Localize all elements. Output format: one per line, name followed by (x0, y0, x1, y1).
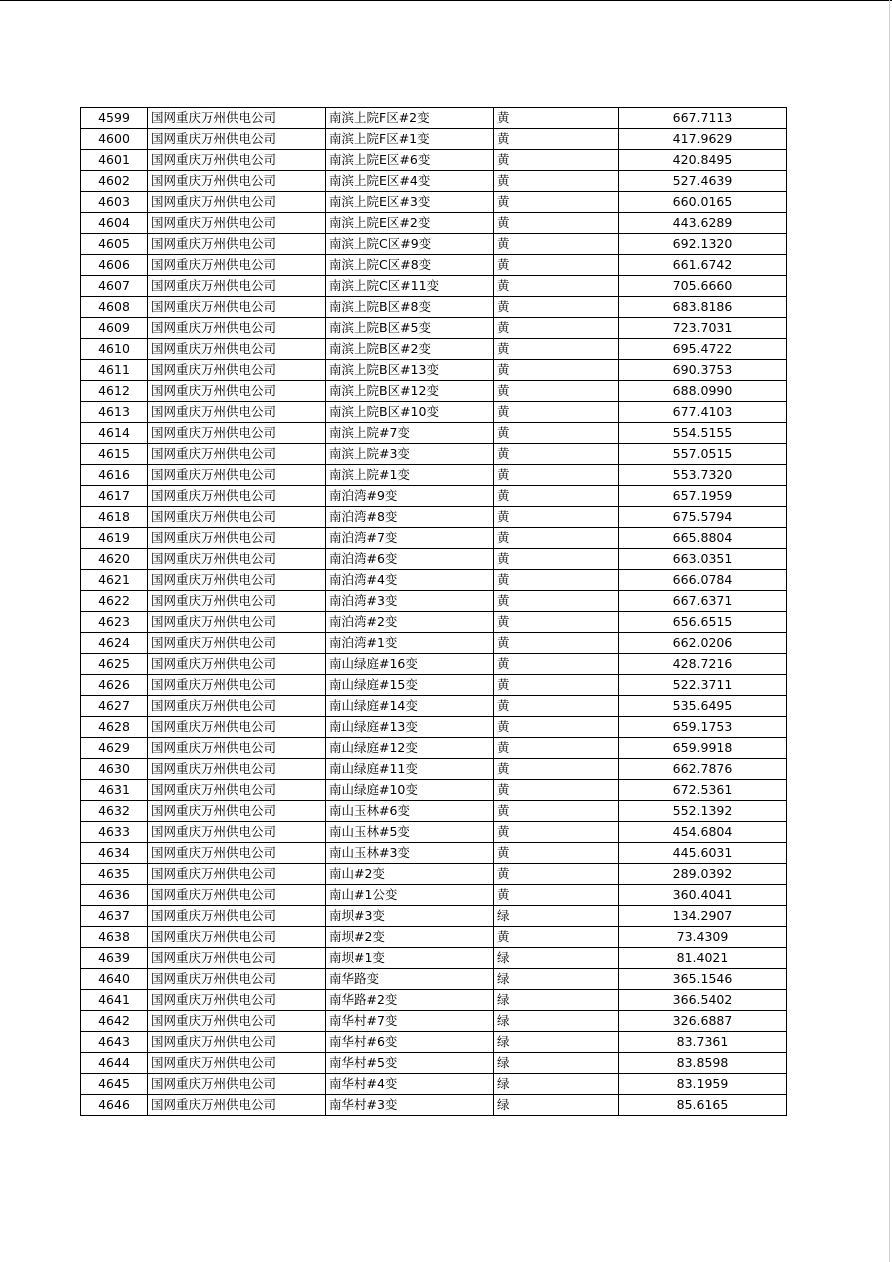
level-cell: 黄 (494, 717, 619, 738)
company-cell: 国网重庆万州供电公司 (148, 906, 326, 927)
level-cell: 黄 (494, 444, 619, 465)
row-id-cell: 4645 (81, 1074, 148, 1095)
row-id-cell: 4620 (81, 549, 148, 570)
value-cell: 365.1546 (619, 969, 787, 990)
table-row (81, 171, 787, 192)
level-cell: 黄 (494, 927, 619, 948)
table-row (81, 1074, 787, 1095)
station-cell: 南华村#6变 (326, 1032, 494, 1053)
table-row (81, 213, 787, 234)
level-cell: 黄 (494, 528, 619, 549)
value-cell: 73.4309 (619, 927, 787, 948)
company-cell: 国网重庆万州供电公司 (148, 822, 326, 843)
station-cell: 南坝#1变 (326, 948, 494, 969)
station-cell: 南滨上院#3变 (326, 444, 494, 465)
station-cell: 南滨上院B区#10变 (326, 402, 494, 423)
table-row (81, 150, 787, 171)
value-cell: 688.0990 (619, 381, 787, 402)
level-cell: 黄 (494, 297, 619, 318)
value-cell: 553.7320 (619, 465, 787, 486)
value-cell: 659.9918 (619, 738, 787, 759)
level-cell: 黄 (494, 213, 619, 234)
company-cell: 国网重庆万州供电公司 (148, 108, 326, 129)
row-id-cell: 4625 (81, 654, 148, 675)
company-cell: 国网重庆万州供电公司 (148, 528, 326, 549)
company-cell: 国网重庆万州供电公司 (148, 234, 326, 255)
level-cell: 绿 (494, 1032, 619, 1053)
company-cell: 国网重庆万州供电公司 (148, 1095, 326, 1116)
level-cell: 黄 (494, 864, 619, 885)
station-cell: 南坝#3变 (326, 906, 494, 927)
value-cell: 665.8804 (619, 528, 787, 549)
company-cell: 国网重庆万州供电公司 (148, 423, 326, 444)
row-id-cell: 4608 (81, 297, 148, 318)
value-cell: 326.6887 (619, 1011, 787, 1032)
level-cell: 黄 (494, 171, 619, 192)
table-row (81, 423, 787, 444)
station-cell: 南泊湾#3变 (326, 591, 494, 612)
level-cell: 黄 (494, 549, 619, 570)
level-cell: 黄 (494, 129, 619, 150)
station-cell: 南山绿庭#11变 (326, 759, 494, 780)
level-cell: 绿 (494, 906, 619, 927)
station-cell: 南滨上院B区#5变 (326, 318, 494, 339)
value-cell: 360.4041 (619, 885, 787, 906)
value-cell: 445.6031 (619, 843, 787, 864)
company-cell: 国网重庆万州供电公司 (148, 570, 326, 591)
company-cell: 国网重庆万州供电公司 (148, 360, 326, 381)
row-id-cell: 4621 (81, 570, 148, 591)
table-row (81, 927, 787, 948)
table-row (81, 822, 787, 843)
station-cell: 南滨上院E区#6变 (326, 150, 494, 171)
value-cell: 366.5402 (619, 990, 787, 1011)
station-cell: 南泊湾#6变 (326, 549, 494, 570)
station-cell: 南山#1公变 (326, 885, 494, 906)
row-id-cell: 4605 (81, 234, 148, 255)
company-cell: 国网重庆万州供电公司 (148, 885, 326, 906)
table-row (81, 738, 787, 759)
value-cell: 661.6742 (619, 255, 787, 276)
row-id-cell: 4632 (81, 801, 148, 822)
station-cell: 南滨上院B区#13变 (326, 360, 494, 381)
value-cell: 723.7031 (619, 318, 787, 339)
company-cell: 国网重庆万州供电公司 (148, 465, 326, 486)
level-cell: 黄 (494, 738, 619, 759)
table-row (81, 276, 787, 297)
value-cell: 690.3753 (619, 360, 787, 381)
table-row (81, 948, 787, 969)
company-cell: 国网重庆万州供电公司 (148, 129, 326, 150)
value-cell: 522.3711 (619, 675, 787, 696)
station-cell: 南滨上院C区#11变 (326, 276, 494, 297)
table-row (81, 1011, 787, 1032)
value-cell: 83.1959 (619, 1074, 787, 1095)
row-id-cell: 4630 (81, 759, 148, 780)
row-id-cell: 4615 (81, 444, 148, 465)
value-cell: 554.5155 (619, 423, 787, 444)
station-cell: 南泊湾#9变 (326, 486, 494, 507)
level-cell: 黄 (494, 465, 619, 486)
company-cell: 国网重庆万州供电公司 (148, 801, 326, 822)
company-cell: 国网重庆万州供电公司 (148, 213, 326, 234)
station-cell: 南滨上院F区#1变 (326, 129, 494, 150)
value-cell: 667.6371 (619, 591, 787, 612)
row-id-cell: 4639 (81, 948, 148, 969)
row-id-cell: 4634 (81, 843, 148, 864)
level-cell: 黄 (494, 192, 619, 213)
station-cell: 南山绿庭#10变 (326, 780, 494, 801)
table-row (81, 255, 787, 276)
page-top-rule (0, 0, 892, 1)
value-cell: 552.1392 (619, 801, 787, 822)
station-cell: 南华村#3变 (326, 1095, 494, 1116)
table-row (81, 780, 787, 801)
row-id-cell: 4629 (81, 738, 148, 759)
value-cell: 692.1320 (619, 234, 787, 255)
row-id-cell: 4611 (81, 360, 148, 381)
level-cell: 黄 (494, 843, 619, 864)
company-cell: 国网重庆万州供电公司 (148, 591, 326, 612)
value-cell: 657.1959 (619, 486, 787, 507)
row-id-cell: 4604 (81, 213, 148, 234)
level-cell: 黄 (494, 402, 619, 423)
table-row (81, 1095, 787, 1116)
company-cell: 国网重庆万州供电公司 (148, 654, 326, 675)
row-id-cell: 4612 (81, 381, 148, 402)
value-cell: 535.6495 (619, 696, 787, 717)
company-cell: 国网重庆万州供电公司 (148, 1074, 326, 1095)
value-cell: 662.7876 (619, 759, 787, 780)
value-cell: 527.4639 (619, 171, 787, 192)
company-cell: 国网重庆万州供电公司 (148, 717, 326, 738)
row-id-cell: 4626 (81, 675, 148, 696)
page-right-edge (889, 0, 890, 1262)
value-cell: 289.0392 (619, 864, 787, 885)
level-cell: 绿 (494, 1095, 619, 1116)
row-id-cell: 4646 (81, 1095, 148, 1116)
table-row (81, 486, 787, 507)
company-cell: 国网重庆万州供电公司 (148, 990, 326, 1011)
level-cell: 黄 (494, 675, 619, 696)
row-id-cell: 4603 (81, 192, 148, 213)
value-cell: 443.6289 (619, 213, 787, 234)
company-cell: 国网重庆万州供电公司 (148, 297, 326, 318)
row-id-cell: 4617 (81, 486, 148, 507)
row-id-cell: 4622 (81, 591, 148, 612)
row-id-cell: 4613 (81, 402, 148, 423)
level-cell: 黄 (494, 318, 619, 339)
row-id-cell: 4600 (81, 129, 148, 150)
table-row (81, 507, 787, 528)
row-id-cell: 4623 (81, 612, 148, 633)
value-cell: 659.1753 (619, 717, 787, 738)
station-cell: 南泊湾#4变 (326, 570, 494, 591)
row-id-cell: 4624 (81, 633, 148, 654)
station-cell: 南华路#2变 (326, 990, 494, 1011)
value-cell: 683.8186 (619, 297, 787, 318)
level-cell: 绿 (494, 1011, 619, 1032)
station-cell: 南华村#7变 (326, 1011, 494, 1032)
station-cell: 南山玉林#5变 (326, 822, 494, 843)
level-cell: 黄 (494, 822, 619, 843)
row-id-cell: 4609 (81, 318, 148, 339)
level-cell: 黄 (494, 108, 619, 129)
value-cell: 454.6804 (619, 822, 787, 843)
level-cell: 黄 (494, 339, 619, 360)
company-cell: 国网重庆万州供电公司 (148, 1011, 326, 1032)
level-cell: 黄 (494, 234, 619, 255)
station-cell: 南坝#2变 (326, 927, 494, 948)
value-cell: 672.5361 (619, 780, 787, 801)
level-cell: 黄 (494, 570, 619, 591)
row-id-cell: 4628 (81, 717, 148, 738)
level-cell: 黄 (494, 423, 619, 444)
level-cell: 绿 (494, 969, 619, 990)
table-body (81, 108, 787, 1116)
station-cell: 南山玉林#6变 (326, 801, 494, 822)
value-cell: 667.7113 (619, 108, 787, 129)
level-cell: 黄 (494, 591, 619, 612)
value-cell: 417.9629 (619, 129, 787, 150)
company-cell: 国网重庆万州供电公司 (148, 696, 326, 717)
station-cell: 南山玉林#3变 (326, 843, 494, 864)
station-cell: 南山绿庭#12变 (326, 738, 494, 759)
company-cell: 国网重庆万州供电公司 (148, 444, 326, 465)
table-row (81, 969, 787, 990)
level-cell: 绿 (494, 1074, 619, 1095)
station-cell: 南泊湾#7变 (326, 528, 494, 549)
row-id-cell: 4607 (81, 276, 148, 297)
row-id-cell: 4643 (81, 1032, 148, 1053)
table-row (81, 717, 787, 738)
level-cell: 绿 (494, 990, 619, 1011)
table-row (81, 1053, 787, 1074)
station-cell: 南滨上院E区#4变 (326, 171, 494, 192)
company-cell: 国网重庆万州供电公司 (148, 843, 326, 864)
company-cell: 国网重庆万州供电公司 (148, 1032, 326, 1053)
level-cell: 黄 (494, 801, 619, 822)
row-id-cell: 4610 (81, 339, 148, 360)
value-cell: 677.4103 (619, 402, 787, 423)
table-row (81, 843, 787, 864)
level-cell: 黄 (494, 633, 619, 654)
table-row (81, 759, 787, 780)
station-cell: 南山绿庭#14变 (326, 696, 494, 717)
level-cell: 黄 (494, 696, 619, 717)
station-cell: 南华村#5变 (326, 1053, 494, 1074)
row-id-cell: 4642 (81, 1011, 148, 1032)
row-id-cell: 4602 (81, 171, 148, 192)
table-row (81, 675, 787, 696)
table-row (81, 297, 787, 318)
table-row (81, 234, 787, 255)
company-cell: 国网重庆万州供电公司 (148, 381, 326, 402)
level-cell: 黄 (494, 885, 619, 906)
value-cell: 663.0351 (619, 549, 787, 570)
table-row (81, 633, 787, 654)
row-id-cell: 4616 (81, 465, 148, 486)
value-cell: 420.8495 (619, 150, 787, 171)
station-cell: 南滨上院B区#2变 (326, 339, 494, 360)
row-id-cell: 4636 (81, 885, 148, 906)
table-row (81, 549, 787, 570)
company-cell: 国网重庆万州供电公司 (148, 507, 326, 528)
company-cell: 国网重庆万州供电公司 (148, 759, 326, 780)
value-cell: 83.8598 (619, 1053, 787, 1074)
row-id-cell: 4638 (81, 927, 148, 948)
row-id-cell: 4618 (81, 507, 148, 528)
level-cell: 黄 (494, 276, 619, 297)
station-cell: 南滨上院B区#12变 (326, 381, 494, 402)
station-cell: 南滨上院C区#8变 (326, 255, 494, 276)
company-cell: 国网重庆万州供电公司 (148, 927, 326, 948)
value-cell: 83.7361 (619, 1032, 787, 1053)
table-row (81, 444, 787, 465)
level-cell: 黄 (494, 486, 619, 507)
level-cell: 黄 (494, 507, 619, 528)
company-cell: 国网重庆万州供电公司 (148, 171, 326, 192)
value-cell: 428.7216 (619, 654, 787, 675)
level-cell: 黄 (494, 150, 619, 171)
station-cell: 南华村#4变 (326, 1074, 494, 1095)
row-id-cell: 4614 (81, 423, 148, 444)
row-id-cell: 4637 (81, 906, 148, 927)
station-cell: 南滨上院E区#3变 (326, 192, 494, 213)
station-cell: 南泊湾#2变 (326, 612, 494, 633)
company-cell: 国网重庆万州供电公司 (148, 948, 326, 969)
level-cell: 黄 (494, 654, 619, 675)
station-cell: 南泊湾#8变 (326, 507, 494, 528)
level-cell: 黄 (494, 255, 619, 276)
station-cell: 南滨上院C区#9变 (326, 234, 494, 255)
table-row (81, 591, 787, 612)
station-cell: 南山绿庭#16变 (326, 654, 494, 675)
level-cell: 黄 (494, 759, 619, 780)
table-row (81, 108, 787, 129)
company-cell: 国网重庆万州供电公司 (148, 255, 326, 276)
value-cell: 705.6660 (619, 276, 787, 297)
table-row (81, 654, 787, 675)
row-id-cell: 4644 (81, 1053, 148, 1074)
table-row (81, 885, 787, 906)
level-cell: 黄 (494, 780, 619, 801)
level-cell: 黄 (494, 360, 619, 381)
row-id-cell: 4627 (81, 696, 148, 717)
station-cell: 南滨上院F区#2变 (326, 108, 494, 129)
row-id-cell: 4635 (81, 864, 148, 885)
row-id-cell: 4640 (81, 969, 148, 990)
row-id-cell: 4619 (81, 528, 148, 549)
company-cell: 国网重庆万州供电公司 (148, 864, 326, 885)
station-cell: 南山#2变 (326, 864, 494, 885)
company-cell: 国网重庆万州供电公司 (148, 633, 326, 654)
row-id-cell: 4599 (81, 108, 148, 129)
company-cell: 国网重庆万州供电公司 (148, 675, 326, 696)
value-cell: 675.5794 (619, 507, 787, 528)
value-cell: 695.4722 (619, 339, 787, 360)
company-cell: 国网重庆万州供电公司 (148, 1053, 326, 1074)
data-table (80, 107, 787, 1116)
value-cell: 85.6165 (619, 1095, 787, 1116)
station-cell: 南山绿庭#15变 (326, 675, 494, 696)
table-row (81, 906, 787, 927)
station-cell: 南泊湾#1变 (326, 633, 494, 654)
row-id-cell: 4606 (81, 255, 148, 276)
company-cell: 国网重庆万州供电公司 (148, 318, 326, 339)
level-cell: 黄 (494, 612, 619, 633)
table-row (81, 696, 787, 717)
station-cell: 南滨上院#1变 (326, 465, 494, 486)
row-id-cell: 4641 (81, 990, 148, 1011)
table-row (81, 990, 787, 1011)
level-cell: 绿 (494, 948, 619, 969)
company-cell: 国网重庆万州供电公司 (148, 612, 326, 633)
company-cell: 国网重庆万州供电公司 (148, 549, 326, 570)
station-cell: 南山绿庭#13变 (326, 717, 494, 738)
table-row (81, 381, 787, 402)
table-row (81, 528, 787, 549)
company-cell: 国网重庆万州供电公司 (148, 738, 326, 759)
company-cell: 国网重庆万州供电公司 (148, 780, 326, 801)
station-cell: 南滨上院E区#2变 (326, 213, 494, 234)
company-cell: 国网重庆万州供电公司 (148, 276, 326, 297)
station-cell: 南滨上院B区#8变 (326, 297, 494, 318)
table-row (81, 465, 787, 486)
table-row (81, 318, 787, 339)
table-row (81, 129, 787, 150)
table-row (81, 360, 787, 381)
company-cell: 国网重庆万州供电公司 (148, 969, 326, 990)
company-cell: 国网重庆万州供电公司 (148, 402, 326, 423)
value-cell: 666.0784 (619, 570, 787, 591)
company-cell: 国网重庆万州供电公司 (148, 192, 326, 213)
table-row (81, 192, 787, 213)
table-row (81, 612, 787, 633)
row-id-cell: 4601 (81, 150, 148, 171)
value-cell: 81.4021 (619, 948, 787, 969)
table-row (81, 339, 787, 360)
station-cell: 南华路变 (326, 969, 494, 990)
value-cell: 557.0515 (619, 444, 787, 465)
table-row (81, 864, 787, 885)
company-cell: 国网重庆万州供电公司 (148, 339, 326, 360)
table-row (81, 1032, 787, 1053)
value-cell: 656.6515 (619, 612, 787, 633)
table-row (81, 570, 787, 591)
level-cell: 黄 (494, 381, 619, 402)
company-cell: 国网重庆万州供电公司 (148, 486, 326, 507)
table-row (81, 801, 787, 822)
station-cell: 南滨上院#7变 (326, 423, 494, 444)
row-id-cell: 4633 (81, 822, 148, 843)
value-cell: 662.0206 (619, 633, 787, 654)
value-cell: 660.0165 (619, 192, 787, 213)
row-id-cell: 4631 (81, 780, 148, 801)
company-cell: 国网重庆万州供电公司 (148, 150, 326, 171)
level-cell: 绿 (494, 1053, 619, 1074)
table-row (81, 402, 787, 423)
value-cell: 134.2907 (619, 906, 787, 927)
